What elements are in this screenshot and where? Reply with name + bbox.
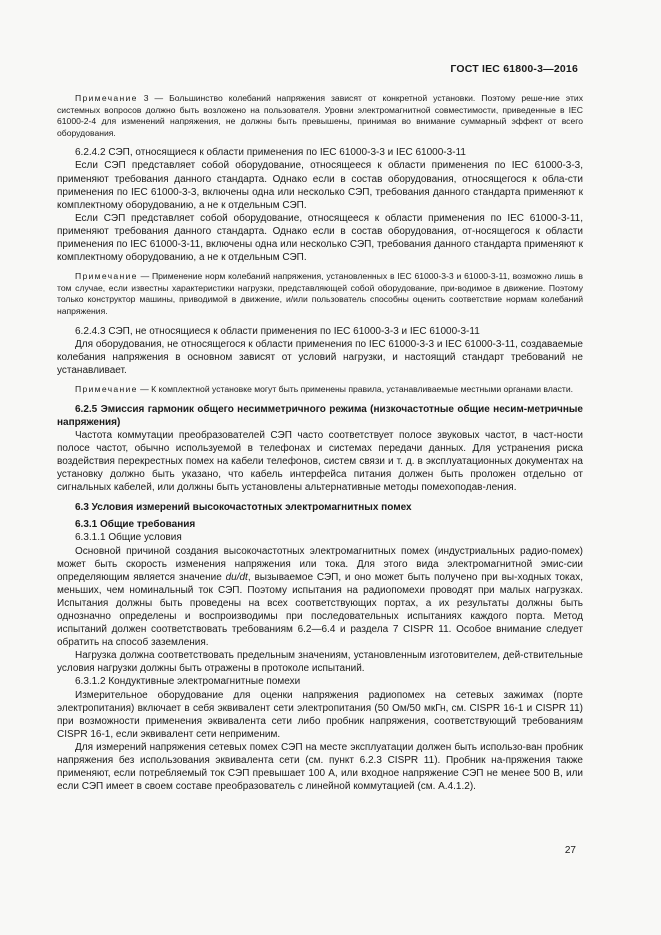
paragraph: Для оборудования, не относящегося к области применения по IEC 61000-3-3 и IEC 61000-3-11, создаваемые колебания напряжения в основном зависят от условий нагрузки, и настоящий стандарт требований не устанавливает. — [57, 338, 583, 376]
section-heading-6-3: 6.3 Условия измерений высокочастотных электромагнитных помех — [75, 502, 412, 514]
note-label: Примечание — [75, 383, 138, 394]
section-heading-6-2-4-3: 6.2.4.3 СЭП, не относящиеся к области применения по IEC 61000-3-3 и IEC 61000-3-11 — [75, 325, 480, 337]
note-3 — [57, 93, 583, 139]
formula: du/dt — [225, 571, 248, 583]
note-label: Примечание — [75, 93, 138, 103]
paragraph: Измерительное оборудование для оценки напряжения радиопомех на сетевых зажимах (порте электропитания) включает в себя эквивалент сети электропитания (50 Ом/50 мкГн, см. CISPR 16-1 и CISPR 11) при возможности применения эквивалента сети либо пробник напряжения, соответствующий требованиям CISPR 16-1, если эквивалент сети неприменим. — [57, 689, 583, 740]
note-text: — К комплектной установке могут быть применены правила, устанавливаемые местными органами власти. — [137, 383, 574, 394]
paragraph: Для измерений напряжения сетевых помех СЭП на месте эксплуатации должен быть использо-ван пробник напряжения без использования эквивалента сети (см. пункт 6.2.3 CISPR 11). Пробник на-пряжения также применяют, если потребляемый ток СЭП превышает 100 А, или входное напряжение СЭП не менее 500 В, или если СЭП имеет в своем составе преобразователь с линейной коммутацией (см. А.4.1.2). — [57, 741, 583, 793]
paragraph: Если СЭП представляет собой оборудование, относящееся к области применения по IEC 61000-3-3, применяют требования данного стандарта. Однако если в состав оборудования, относящегося к обла-сти применения по IEC 61000-3-3, включены одна или несколько СЭП, требования данного стандарта применяют к комплектному оборудованию, а не к отдельным СЭП. — [57, 160, 583, 211]
note-label: Примечание — [75, 271, 138, 282]
note-text: — Применение норм колебаний напряжения, установленных в IEC 61000-3-3 и 61000-3-11, возможно лишь в том случае, если известны характеристики нагрузки, представляющей собой оборудование, при-водимое в движение. Поэтому только конструктор машины, приводимой в движение, и/или пользователь способны оценить соответствие нормам колебаний напряжения. — [57, 271, 583, 316]
page-number: 27 — [564, 845, 576, 856]
section-heading-6-3-1-1: 6.3.1.1 Общие условия — [75, 532, 182, 544]
paragraph — [57, 545, 583, 650]
paragraph: Частота коммутации преобразователей СЭП часто соответствует полосе звуковых частот, в част-ности полосе частот, обычно используемой в телефонах и системах передачи данных. Для устранения риска воздействия перекрестных помех на кабели телефонов, систем связи и т. д. в эксплуатационных документах на установку должно быть указано, что кабель интерфейса питания должен быть проложен отдельно от сигнальных кабелей, или должны быть установлены альтернативные методы помехоподав-ления. — [57, 429, 583, 494]
document-header: ГОСТ IEC 61800-3—2016 — [450, 63, 578, 75]
text-run: Основной причиной создания высокочастотных электромагнитных помех (индустриальных радио-помех) может быть скорость изменения напряжения или тока. Для этого вида электромагнитной эмис-сии определяющим является значение — [57, 545, 583, 583]
paragraph: Если СЭП представляет собой оборудование, относящееся к области применения по IEC 61000-3-11, применяют требования данного стандарта. Однако если в состав оборудования, от-носящегося к области применения по IEC 61000-3-11, включены одна или несколько СЭП, требования данного стандарта применяют к комплектному оборудованию, а не к отдельным СЭП. — [57, 212, 583, 264]
section-heading-6-3-1-2: 6.3.1.2 Кондуктивные электромагнитные помехи — [75, 676, 301, 688]
section-heading-6-3-1: 6.3.1 Общие требования — [75, 519, 196, 531]
section-heading-6-2-4-2: 6.2.4.2 СЭП, относящиеся к области применения по IEC 61000-3-3 и IEC 61000-3-11 — [75, 147, 466, 159]
section-heading-6-2-5: 6.2.5 Эмиссия гармоник общего несимметричного режима (низкочастотные общие несим-метричные напряжения) — [57, 403, 583, 428]
note — [57, 384, 583, 396]
text-run: , вызываемое СЭП, и оно может быть получено при вы-ходных токах, меньших, чем номинальный ток СЭП. Поэтому испытания на радиопомехи проводят при малых нагрузках. Испытания должны быть проведены на всех соответствующих портах, а их результаты должны быть однозначно определены и воспроизводимы при последовательных испытаниях каждого порта. Метод испытаний должен соответствовать требованиям 6.2—6.4 и раздела 7 CISPR 11. Особое внимание следует обратить на способ заземления. — [57, 571, 583, 649]
paragraph: Нагрузка должна соответствовать предельным значениям, установленным изготовителем, дей-ствительные условия нагрузки должны быть отражены в протоколе испытаний. — [57, 650, 583, 675]
document-body — [57, 93, 583, 793]
note-text: 3 — Большинство колебаний напряжения зависят от конкретной установки. Поэтому реше-ние этих системных вопросов должно быть возложено на пользователя. Уровни электромагнитной совместимости, приведенные в IEC 61000-2-4 для изменений напряжения, не должны быть превышены, принимая во внимание суммарный эффект от всего оборудования. — [57, 93, 583, 138]
note — [57, 271, 583, 317]
